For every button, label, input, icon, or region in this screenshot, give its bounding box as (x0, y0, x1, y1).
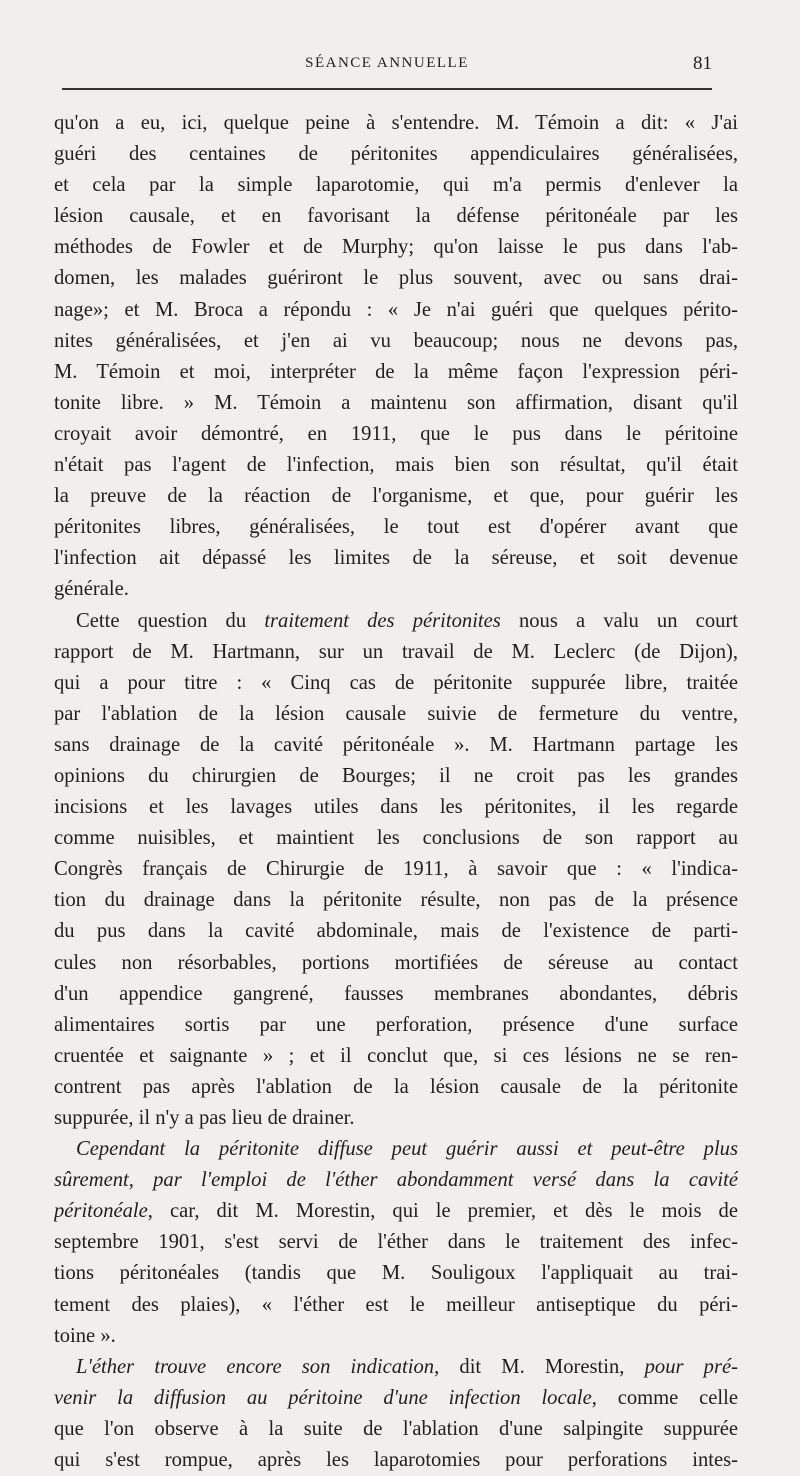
text-line: rapport de M. Hartmann, sur un travail de M. Leclerc (de Dijon), (54, 640, 738, 663)
text-line: la preuve de la réaction de l'organisme, et que, pour guérir les (54, 485, 738, 508)
text-line (54, 1134, 738, 1165)
text-line: du pus dans la cavité abdominale, mais de l'existence de parti- (54, 920, 738, 943)
text-line: péritonites libres, généralisées, le tout est d'opérer avant que (54, 516, 738, 539)
text-line: Congrès français de Chirurgie de 1911, à savoir que : « l'indica- (54, 858, 738, 881)
text-span: , dit M. Morestin, (434, 1355, 645, 1378)
italic-span: L'éther trouve encore son indication (76, 1355, 435, 1378)
text-line: domen, les malades guériront le plus souvent, avec ou sans drai- (54, 267, 738, 290)
italic-span: péritonéale (54, 1200, 148, 1223)
text-line: qu'on a eu, ici, quelque peine à s'entendre. M. Témoin a dit: « J'ai (54, 112, 738, 134)
italic-span: pour pré- (644, 1355, 738, 1378)
text-line (54, 1196, 738, 1227)
text-line: sans drainage de la cavité péritonéale ». M. Hartmann partage les (54, 733, 738, 756)
text-line: guéri des centaines de péritonites appendiculaires généralisées, (54, 143, 738, 166)
body-text (54, 108, 738, 1476)
text-line: méthodes de Fowler et de Murphy; qu'on laisse le pus dans l'ab- (54, 236, 738, 259)
text-line: tement des plaies), « l'éther est le meilleur antiseptique du péri- (54, 1293, 738, 1316)
text-line: tonite libre. » M. Témoin a maintenu son affirmation, disant qu'il (54, 391, 738, 414)
italic-span: traitement des péritonites (264, 609, 501, 632)
text-line: générale. (54, 578, 129, 601)
text-line: opinions du chirurgien de Bourges; il ne croit pas les grandes (54, 764, 738, 787)
text-line (54, 1383, 738, 1414)
text-line: croyait avoir démontré, en 1911, que le pus dans le péritoine (54, 422, 738, 445)
text-line: et cela par la simple laparotomie, qui m'a permis d'enlever la (54, 174, 738, 197)
text-line: suppurée, il n'y a pas lieu de drainer. (54, 1107, 355, 1129)
text-line: lésion causale, et en favorisant la défense péritonéale par les (54, 205, 738, 228)
text-line: contrent pas après l'ablation de la lésion causale de la péritonite (54, 1075, 738, 1098)
text-line: qui a pour titre : « Cinq cas de péritonite suppurée libre, traitée (54, 671, 738, 694)
text-span: , comme celle (591, 1386, 738, 1409)
text-span: nous a valu un court (500, 609, 738, 632)
text-line: alimentaires sortis par une perforation, présence d'une surface (54, 1013, 738, 1036)
text-line: que l'on observe à la suite de l'ablation d'une salpingite suppurée (54, 1417, 738, 1440)
text-line: tion du drainage dans la péritonite résulte, non pas de la présence (54, 889, 738, 912)
italic-span: Cependant la péritonite diffuse peut guérir aussi et peut-être plus (76, 1138, 738, 1161)
italic-span: sûrement, par l'emploi de l'éther abondamment versé dans la cavité (54, 1169, 738, 1192)
text-line: n'était pas l'agent de l'infection, mais bien son résultat, qu'il était (54, 454, 738, 477)
page-header (62, 55, 712, 81)
text-line: nites généralisées, et j'en ai vu beaucoup; nous ne devons pas, (54, 329, 738, 352)
text-line: qui s'est rompue, après les laparotomies pour perforations intes- (54, 1449, 738, 1472)
text-line (54, 1352, 738, 1383)
text-line: cruentée et saignante » ; et il conclut que, si ces lésions ne se ren- (54, 1044, 738, 1067)
text-line (54, 606, 738, 637)
text-line: M. Témoin et moi, interpréter de la même façon l'expression péri- (54, 360, 738, 383)
text-line: l'infection ait dépassé les limites de la séreuse, et soit devenue (54, 547, 738, 570)
text-line: toine ». (54, 1324, 116, 1347)
text-line: cules non résorbables, portions mortifiées de séreuse au contact (54, 951, 738, 974)
header-rule (62, 88, 712, 90)
text-line: nage»; et M. Broca a répondu : « Je n'ai guéri que quelques périto- (54, 298, 738, 321)
text-line: par l'ablation de la lésion causale suivie de fermeture du ventre, (54, 702, 738, 725)
text-line: incisions et les lavages utiles dans les péritonites, il les regarde (54, 796, 738, 819)
text-span: , car, dit M. Morestin, qui le premier, et dès le mois de (147, 1200, 738, 1223)
page-number: 81 (693, 53, 712, 74)
text-line: septembre 1901, s'est servi de l'éther dans le traitement des infec- (54, 1231, 738, 1254)
italic-span: venir la diffusion au péritoine d'une infection locale (54, 1386, 592, 1409)
text-line: tions péritonéales (tandis que M. Souligoux l'appliquait au trai- (54, 1262, 738, 1285)
text-span: Cette question du (76, 609, 265, 632)
running-head: SÉANCE ANNUELLE (305, 55, 469, 71)
text-line (54, 1165, 738, 1196)
text-line: comme nuisibles, et maintient les conclusions de son rapport au (54, 827, 738, 850)
text-line: d'un appendice gangrené, fausses membranes abondantes, débris (54, 982, 738, 1005)
